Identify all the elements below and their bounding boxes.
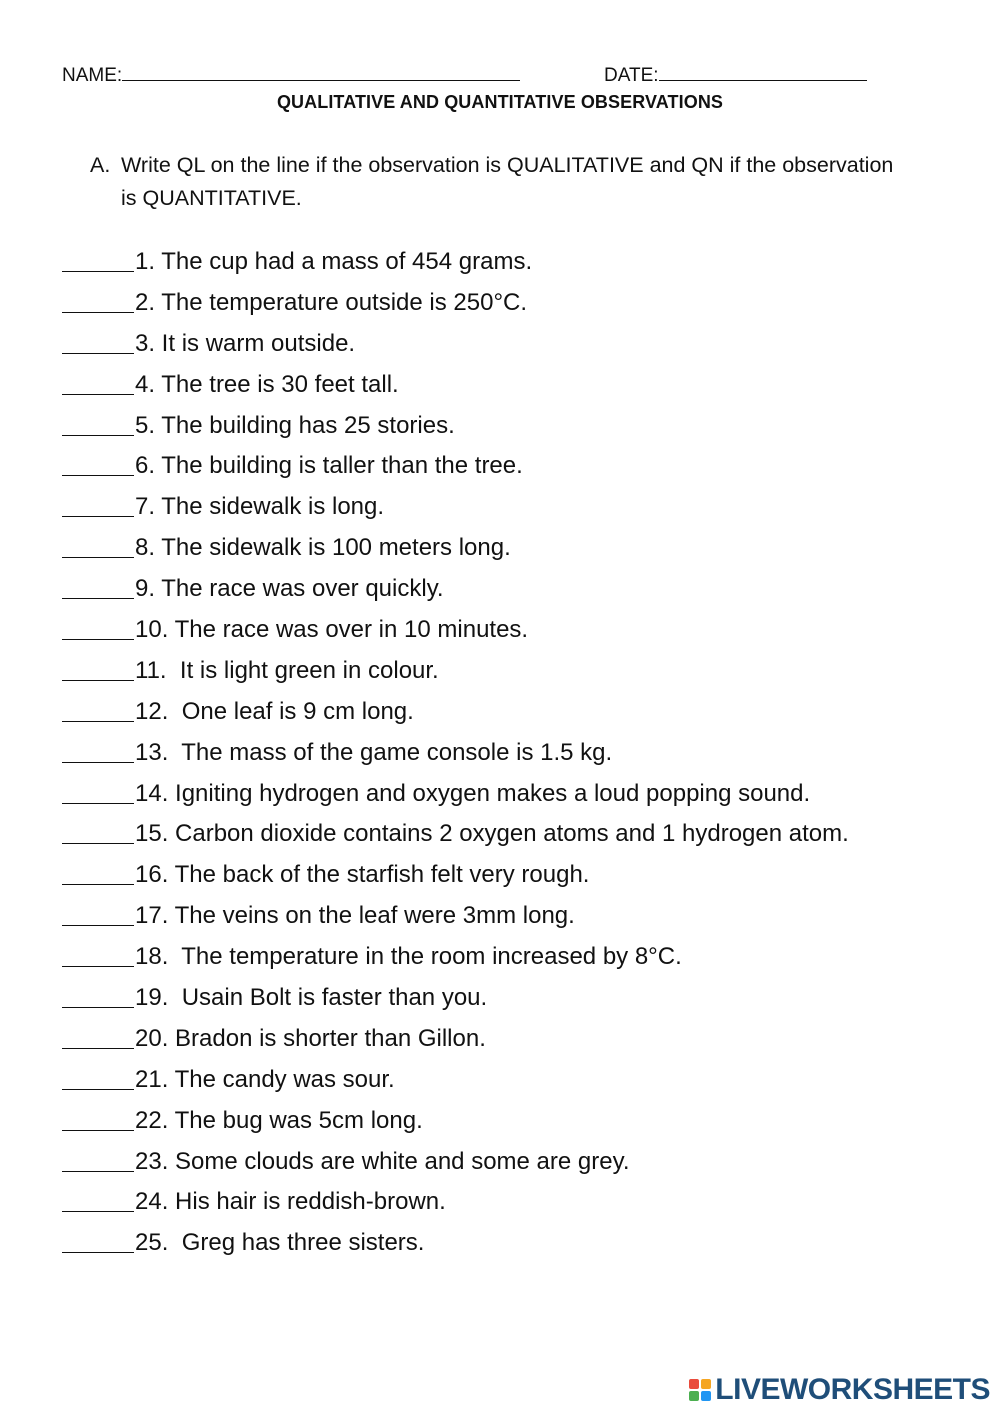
answer-blank[interactable] — [62, 1063, 134, 1090]
answer-blank[interactable] — [62, 899, 134, 926]
answer-blank[interactable] — [62, 1104, 134, 1131]
answer-blank[interactable] — [62, 981, 134, 1008]
name-label: NAME: — [62, 65, 123, 86]
question-text: 22. The bug was 5cm long. — [135, 1106, 423, 1134]
question-text: 5. The building has 25 stories. — [135, 411, 455, 439]
question-text: 14. Igniting hydrogen and oxygen makes a loud popping sound. — [135, 779, 811, 807]
answer-blank[interactable] — [62, 449, 134, 476]
question-item — [62, 1101, 962, 1142]
liveworksheets-brand — [689, 1373, 990, 1407]
question-text: 23. Some clouds are white and some are grey. — [135, 1147, 630, 1175]
question-item — [62, 365, 962, 406]
question-text: 21. The candy was sour. — [135, 1065, 395, 1093]
question-item — [62, 855, 962, 896]
answer-blank[interactable] — [62, 490, 134, 517]
answer-blank[interactable] — [62, 817, 134, 844]
question-item — [62, 487, 962, 528]
answer-blank[interactable] — [62, 368, 134, 395]
question-text: 7. The sidewalk is long. — [135, 493, 385, 521]
question-item — [62, 774, 962, 815]
instructions-text: Write QL on the line if the observation is QUALITATIVE and QN if the observation is QUANTITATIVE. — [121, 153, 894, 210]
question-text: 15. Carbon dioxide contains 2 oxygen atoms and 1 hydrogen atom. — [135, 820, 849, 848]
worksheet-title: QUALITATIVE AND QUANTITATIVE OBSERVATIONS — [276, 92, 724, 112]
question-item — [62, 528, 962, 569]
question-item — [62, 569, 962, 610]
question-item — [62, 651, 962, 692]
question-text: 6. The building is taller than the tree. — [135, 452, 523, 480]
answer-blank[interactable] — [62, 409, 134, 436]
answer-blank[interactable] — [62, 736, 134, 763]
question-item — [62, 446, 962, 487]
question-text: 8. The sidewalk is 100 meters long. — [135, 534, 511, 562]
question-text: 11. It is light green in colour. — [135, 656, 439, 684]
date-field[interactable] — [604, 64, 867, 87]
question-text: 19. Usain Bolt is faster than you. — [135, 984, 488, 1012]
name-blank-line[interactable] — [122, 64, 520, 81]
instructions — [90, 149, 910, 215]
answer-blank[interactable] — [62, 245, 134, 272]
answer-blank[interactable] — [62, 695, 134, 722]
brand-text: LIVEWORKSHEETS — [715, 1373, 990, 1406]
question-text: 10. The race was over in 10 minutes. — [135, 616, 529, 644]
question-item — [62, 1182, 962, 1223]
name-field[interactable] — [62, 64, 520, 87]
answer-blank[interactable] — [62, 940, 134, 967]
question-text: 1. The cup had a mass of 454 grams. — [135, 248, 533, 275]
question-text: 12. One leaf is 9 cm long. — [135, 697, 414, 725]
question-item — [62, 937, 962, 978]
answer-blank[interactable] — [62, 613, 134, 640]
question-item — [62, 242, 962, 283]
logo-square — [689, 1391, 699, 1401]
answer-blank[interactable] — [62, 327, 134, 354]
question-item — [62, 1223, 962, 1264]
header-line — [62, 64, 942, 90]
logo-square — [701, 1391, 711, 1401]
question-item — [62, 283, 962, 324]
answer-blank[interactable] — [62, 531, 134, 558]
logo-square — [689, 1379, 699, 1389]
question-text: 24. His hair is reddish-brown. — [135, 1188, 446, 1216]
question-text: 3. It is warm outside. — [135, 329, 356, 357]
answer-blank[interactable] — [62, 1145, 134, 1172]
answer-blank[interactable] — [62, 286, 134, 313]
logo-square — [701, 1379, 711, 1389]
answer-blank[interactable] — [62, 1226, 134, 1253]
question-item — [62, 978, 962, 1019]
question-item — [62, 406, 962, 447]
question-text: 18. The temperature in the room increased by 8°C. — [135, 943, 682, 971]
answer-blank[interactable] — [62, 777, 134, 804]
question-item — [62, 733, 962, 774]
question-text: 2. The temperature outside is 250°C. — [135, 288, 528, 316]
question-text: 9. The race was over quickly. — [135, 575, 444, 603]
question-item — [62, 692, 962, 733]
question-text: 16. The back of the starfish felt very rough. — [135, 861, 590, 889]
liveworksheets-logo-icon — [689, 1379, 711, 1401]
question-item — [62, 896, 962, 937]
question-text: 20. Bradon is shorter than Gillon. — [135, 1024, 486, 1052]
answer-blank[interactable] — [62, 1022, 134, 1049]
answer-blank[interactable] — [62, 572, 134, 599]
question-text: 17. The veins on the leaf were 3mm long. — [135, 902, 575, 930]
question-item — [62, 1142, 962, 1183]
question-text: 13. The mass of the game console is 1.5 kg. — [135, 738, 613, 766]
question-item — [62, 814, 962, 855]
question-item — [62, 610, 962, 651]
answer-blank[interactable] — [62, 654, 134, 681]
answer-blank[interactable] — [62, 1185, 134, 1212]
date-blank-line[interactable] — [659, 64, 867, 81]
question-item — [62, 1019, 962, 1060]
question-list — [62, 242, 962, 1264]
instructions-marker: A. — [90, 153, 111, 177]
question-item — [62, 1060, 962, 1101]
question-text: 4. The tree is 30 feet tall. — [135, 370, 399, 398]
question-text: 25. Greg has three sisters. — [135, 1229, 425, 1257]
answer-blank[interactable] — [62, 858, 134, 885]
question-item — [62, 324, 962, 365]
date-label: DATE: — [604, 65, 659, 86]
